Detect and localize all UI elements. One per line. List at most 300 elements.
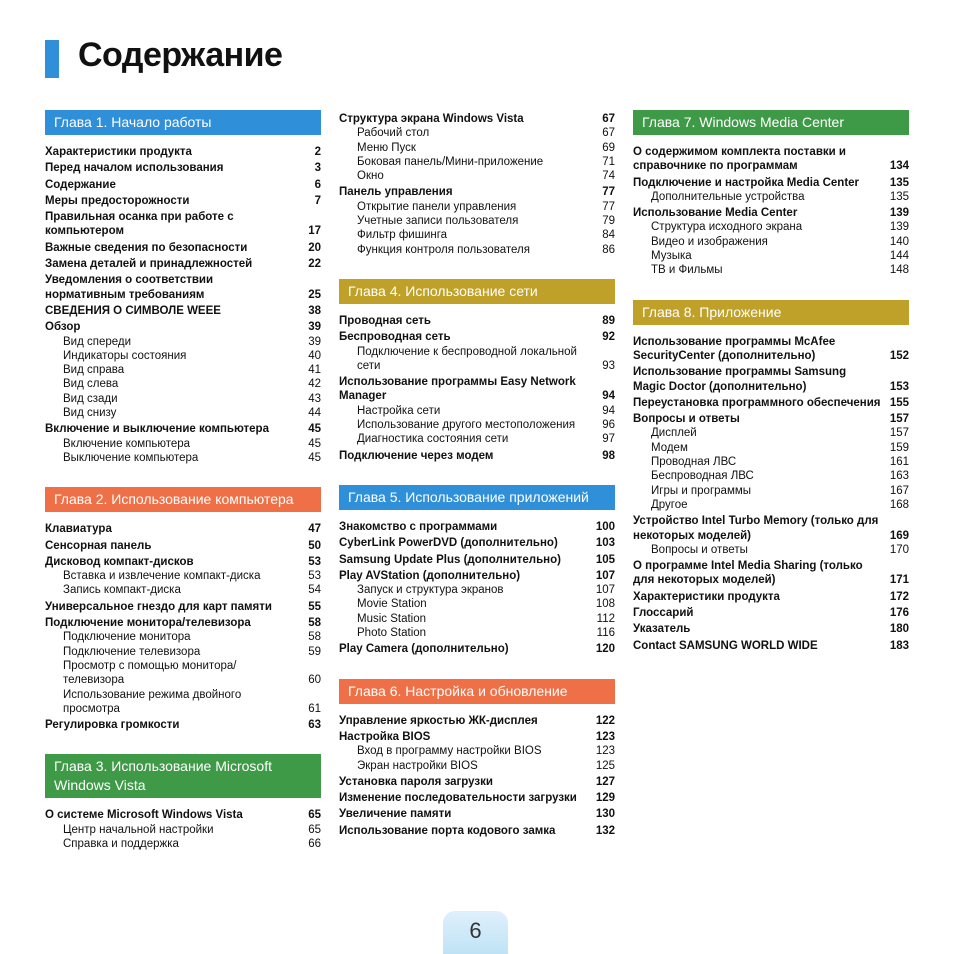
toc-subentry[interactable] [45, 363, 321, 377]
entry-page: 20 [308, 241, 321, 254]
entry-page: 144 [889, 250, 909, 263]
entry-page: 170 [889, 543, 909, 556]
entry-page: 93 [602, 359, 615, 372]
entry-title: Samsung Update Plus (дополнительно) [339, 553, 561, 566]
entry-page: 69 [602, 141, 615, 154]
toc-entry[interactable] [633, 206, 909, 220]
entry-page: 77 [602, 200, 615, 213]
toc-entry[interactable] [339, 375, 615, 404]
entry-title: Меню Пуск [357, 141, 416, 154]
entry-page: 39 [308, 335, 321, 348]
entry-page: 100 [595, 520, 615, 533]
toc-subentry[interactable] [339, 432, 615, 446]
entry-title: О содержимом комплекта поставки и справочнике по программам [633, 146, 846, 173]
entry-page: 116 [596, 627, 615, 640]
toc-entry[interactable] [633, 396, 909, 410]
toc-subentry[interactable] [633, 263, 909, 277]
entry-page: 89 [602, 314, 615, 327]
entry-title: Настройка BIOS [339, 730, 431, 743]
entry-page: 41 [308, 364, 321, 377]
entry-title: Проводная ЛВС [651, 456, 737, 469]
toc-section [339, 112, 615, 257]
entry-title: Подключение телевизора [63, 645, 201, 658]
entry-page: 2 [314, 146, 321, 158]
entry-page: 45 [308, 423, 321, 436]
entry-page: 25 [308, 288, 321, 301]
toc-section [633, 110, 909, 278]
entry-page: 42 [308, 378, 321, 391]
toc-subentry[interactable] [339, 228, 615, 242]
toc-subentry[interactable] [339, 169, 615, 183]
toc-entry[interactable] [339, 807, 615, 821]
entry-title: Регулировка громкости [45, 719, 180, 732]
chapter-header[interactable]: Глава 4. Использование сети [339, 279, 615, 304]
entry-page: 79 [602, 215, 615, 228]
toc-entry[interactable] [45, 422, 321, 436]
toc-entry[interactable] [633, 365, 909, 394]
entry-title: Окно [357, 170, 384, 183]
toc-subentry[interactable] [339, 155, 615, 169]
entry-title: Использование другого местоположения [357, 419, 576, 432]
entry-title: CyberLink PowerDVD (дополнительно) [339, 537, 558, 550]
entry-page: 123 [595, 730, 615, 743]
entry-title: Вход в программу настройки BIOS [357, 745, 542, 758]
entry-title: Устройство Intel Turbo Memory (только для некоторых моделей) [633, 515, 879, 542]
entry-page: 58 [308, 631, 321, 644]
entry-title: Характеристики продукта [45, 146, 192, 158]
toc-entry[interactable] [45, 257, 321, 271]
entry-title: Перед началом использования [45, 162, 224, 175]
entry-title: Беспроводная сеть [339, 331, 451, 344]
entry-title: Дополнительные устройства [651, 190, 805, 203]
entry-page: 60 [308, 674, 321, 687]
entry-title: Подключение к беспроводной локальной сети [357, 345, 577, 372]
toc-entry[interactable] [339, 730, 615, 744]
chapter-header[interactable]: Глава 3. Использование Microsoft Windows Vista [45, 754, 321, 798]
entry-page: 139 [889, 221, 909, 234]
entry-page: 103 [595, 537, 615, 550]
entry-title: Дисковод компакт-дисков [45, 555, 194, 568]
toc-subentry[interactable] [339, 214, 615, 228]
entry-page: 130 [595, 808, 615, 821]
entry-title: Меры предосторожности [45, 194, 190, 207]
toc-entry[interactable] [633, 514, 909, 543]
entry-title: Учетные записи пользователя [357, 215, 519, 228]
entry-title: Игры и программы [651, 484, 752, 497]
entry-page: 155 [889, 396, 909, 409]
toc-entry[interactable] [45, 320, 321, 334]
entry-title: Подключение через модем [339, 449, 494, 462]
toc-subentry[interactable] [339, 597, 615, 611]
entry-page: 157 [889, 413, 909, 426]
toc-subentry[interactable] [45, 645, 321, 659]
entry-page: 163 [889, 470, 909, 483]
entry-page: 96 [602, 419, 615, 432]
toc-entry[interactable] [45, 616, 321, 630]
toc-section [45, 487, 321, 732]
toc-subentry[interactable] [339, 126, 615, 140]
toc-entry[interactable] [633, 606, 909, 620]
toc-subentry[interactable] [45, 451, 321, 465]
entry-page: 134 [889, 160, 909, 173]
entry-page: 47 [308, 523, 321, 536]
entry-page: 135 [889, 190, 909, 203]
toc-section [339, 679, 615, 838]
toc-subentry[interactable] [633, 426, 909, 440]
entry-page: 167 [889, 484, 909, 497]
toc-entry[interactable] [339, 791, 615, 805]
toc-subentry[interactable] [45, 335, 321, 349]
entry-title: Вопросы и ответы [651, 543, 748, 556]
entry-title: Управление яркостью ЖК-дисплея [339, 714, 538, 727]
entry-page: 67 [602, 113, 615, 125]
entry-page: 7 [314, 194, 321, 207]
entry-page: 105 [595, 553, 615, 566]
toc-subentry[interactable] [633, 455, 909, 469]
toc-entry[interactable] [339, 775, 615, 789]
entry-page: 86 [602, 243, 615, 256]
entry-title: Вид слева [63, 378, 119, 391]
entry-title: Индикаторы состояния [63, 349, 187, 362]
entry-page: 120 [595, 643, 615, 656]
toc-subentry[interactable] [45, 659, 321, 688]
entry-title: Запуск и структура экранов [357, 584, 504, 597]
entry-title: Music Station [357, 612, 427, 625]
entry-title: Видео и изображения [651, 235, 768, 248]
entry-page: 53 [308, 555, 321, 568]
entry-page: 39 [308, 321, 321, 334]
page-title: Содержание [78, 36, 283, 74]
entry-page: 65 [308, 809, 321, 822]
entry-title: Использование Media Center [633, 207, 798, 220]
toc-entry[interactable] [633, 590, 909, 604]
toc-subentry[interactable] [633, 469, 909, 483]
entry-title: ТВ и Фильмы [651, 264, 723, 277]
entry-page: 50 [308, 539, 321, 552]
title-accent-bar [45, 40, 59, 78]
entry-title: Выключение компьютера [63, 451, 199, 464]
entry-title: Обзор [45, 321, 81, 334]
entry-page: 107 [595, 569, 615, 582]
entry-page: 94 [602, 404, 615, 417]
entry-page: 183 [889, 639, 909, 652]
chapter-header[interactable]: Глава 7. Windows Media Center [633, 110, 909, 135]
entry-title: Фильтр фишинга [357, 229, 448, 242]
entry-title: Вид снизу [63, 407, 117, 420]
entry-page: 63 [308, 719, 321, 732]
entry-page: 153 [889, 380, 909, 393]
entry-title: Глоссарий [633, 607, 694, 620]
toc-entry[interactable] [45, 808, 321, 822]
entry-title: Настройка сети [357, 404, 441, 417]
toc-entry[interactable] [633, 639, 909, 653]
entry-title: Вопросы и ответы [633, 413, 740, 426]
entry-title: Запись компакт-диска [63, 584, 181, 597]
toc-subentry[interactable] [633, 498, 909, 512]
entry-title: Знакомство с программами [339, 520, 498, 533]
entry-page: 180 [889, 623, 909, 636]
entry-page: 135 [889, 176, 909, 189]
toc-column-3 [633, 110, 909, 675]
entry-title: Play AVStation (дополнительно) [339, 569, 521, 582]
toc-subentry[interactable] [45, 377, 321, 391]
toc-entry[interactable] [633, 622, 909, 636]
entry-page: 169 [889, 529, 909, 542]
toc-entry[interactable] [633, 335, 909, 364]
toc-column-1 [45, 110, 321, 873]
toc-subentry[interactable] [339, 759, 615, 773]
toc-subentry[interactable] [45, 392, 321, 406]
chapter-header[interactable]: Глава 6. Настройка и обновление [339, 679, 615, 704]
entry-page: 6 [314, 178, 321, 191]
entry-page: 107 [595, 584, 615, 597]
entry-page: 140 [889, 235, 909, 248]
toc-subentry[interactable] [45, 688, 321, 717]
entry-title: Боковая панель/Мини-приложение [357, 155, 544, 168]
toc-entry[interactable] [45, 600, 321, 614]
entry-title: Универсальное гнездо для карт памяти [45, 600, 272, 613]
chapter-header[interactable]: Глава 5. Использование приложений [339, 485, 615, 510]
toc-entry[interactable] [45, 539, 321, 553]
toc-entry[interactable] [339, 330, 615, 344]
entry-page: 71 [602, 155, 615, 168]
toc-subentry[interactable] [339, 744, 615, 758]
toc-entry[interactable] [339, 112, 615, 126]
entry-title: Использование программы Easy Network Manager [339, 376, 576, 403]
entry-page: 17 [308, 225, 321, 238]
toc-entry[interactable] [339, 714, 615, 728]
toc-section [45, 754, 321, 851]
entry-title: Увеличение памяти [339, 808, 452, 821]
entry-page: 108 [595, 598, 615, 611]
toc-entry[interactable] [633, 176, 909, 190]
entry-title: Использование программы Samsung Magic Doctor (дополнительно) [633, 366, 847, 393]
entry-page: 54 [308, 584, 321, 597]
toc-entry[interactable] [633, 145, 909, 174]
entry-page: 176 [889, 607, 909, 620]
entry-page: 148 [889, 264, 909, 277]
toc-subentry[interactable] [45, 406, 321, 420]
entry-title: Просмотр с помощью монитора/ телевизора [63, 659, 237, 687]
toc-subentry[interactable] [633, 441, 909, 455]
entry-title: Структура экрана Windows Vista [339, 113, 524, 125]
entry-title: Открытие панели управления [357, 200, 517, 213]
page-number: 6 [443, 911, 508, 954]
toc-subentry[interactable] [45, 583, 321, 597]
chapter-header[interactable]: Глава 8. Приложение [633, 300, 909, 325]
entry-page: 22 [308, 258, 321, 271]
entry-page: 67 [602, 127, 615, 140]
entry-title: Вид справа [63, 364, 125, 377]
toc-subentry[interactable] [339, 612, 615, 626]
entry-title: Подключение монитора [63, 631, 191, 644]
entry-page: 98 [602, 449, 615, 462]
entry-title: Указатель [633, 623, 691, 636]
toc-entry[interactable] [339, 536, 615, 550]
entry-title: Использование порта кодового замка [339, 824, 556, 837]
toc-subentry[interactable] [45, 837, 321, 851]
toc-entry[interactable] [45, 145, 321, 159]
entry-title: Рабочий стол [357, 127, 430, 140]
entry-title: Использование программы McAfee SecurityCenter (дополнительно) [633, 335, 836, 362]
entry-page: 112 [596, 612, 615, 625]
toc-entry[interactable] [633, 559, 909, 588]
toc-entry[interactable] [339, 520, 615, 534]
toc-entry[interactable] [339, 449, 615, 463]
toc-section [339, 485, 615, 657]
entry-title: Вид сзади [63, 392, 118, 405]
entry-title: Важные сведения по безопасности [45, 241, 248, 254]
entry-title: Диагностика состояния сети [357, 433, 509, 446]
entry-title: СВЕДЕНИЯ О СИМВОЛЕ WEEE [45, 304, 221, 317]
toc-entry[interactable] [45, 194, 321, 208]
entry-title: Центр начальной настройки [63, 823, 214, 836]
entry-page: 38 [308, 304, 321, 317]
entry-page: 152 [889, 349, 909, 362]
toc-subentry[interactable] [339, 345, 615, 374]
entry-page: 123 [595, 745, 615, 758]
toc-subentry[interactable] [339, 418, 615, 432]
toc-subentry[interactable] [45, 630, 321, 644]
toc-subentry[interactable] [633, 543, 909, 557]
toc-subentry[interactable] [45, 437, 321, 451]
entry-title: Уведомления о соответствии нормативным требованиям [45, 274, 214, 301]
entry-page: 168 [889, 498, 909, 511]
entry-title: О программе Intel Media Sharing (только для некоторых моделей) [633, 560, 863, 587]
entry-title: Вставка и извлечение компакт-диска [63, 570, 261, 583]
entry-title: Установка пароля загрузки [339, 775, 493, 788]
entry-title: Переустановка программного обеспечения [633, 396, 881, 409]
toc-subentry[interactable] [45, 823, 321, 837]
entry-title: Беспроводная ЛВС [651, 470, 754, 483]
toc-entry[interactable] [45, 522, 321, 536]
toc-subentry[interactable] [45, 349, 321, 363]
entry-title: Другое [651, 498, 688, 511]
entry-title: Содержание [45, 178, 116, 191]
entry-title: Подключение и настройка Media Center [633, 176, 860, 189]
entry-page: 43 [308, 392, 321, 405]
entry-page: 3 [314, 162, 321, 175]
toc-subentry[interactable] [339, 583, 615, 597]
toc-entry[interactable] [45, 718, 321, 732]
entry-title: Movie Station [357, 598, 427, 611]
entry-title: Включение и выключение компьютера [45, 423, 269, 436]
chapter-header[interactable]: Глава 1. Начало работы [45, 110, 321, 135]
entry-title: Структура исходного экрана [651, 221, 803, 234]
toc-column-2 [339, 110, 615, 860]
entry-title: Дисплей [651, 427, 697, 440]
toc-entry[interactable] [339, 553, 615, 567]
entry-title: Справка и поддержка [63, 837, 179, 850]
entry-title: Панель управления [339, 186, 453, 199]
toc-subentry[interactable] [633, 249, 909, 263]
entry-title: Contact SAMSUNG WORLD WIDE [633, 639, 818, 652]
entry-title: Музыка [651, 250, 692, 263]
toc-entry[interactable] [45, 555, 321, 569]
entry-page: 40 [308, 349, 321, 362]
toc-entry[interactable] [45, 304, 321, 318]
toc-subentry[interactable] [339, 141, 615, 155]
entry-title: Модем [651, 441, 688, 454]
entry-page: 74 [602, 170, 615, 183]
entry-title: Сенсорная панель [45, 539, 152, 552]
entry-page: 59 [308, 645, 321, 658]
toc-subentry[interactable] [633, 235, 909, 249]
entry-title: О системе Microsoft Windows Vista [45, 809, 243, 822]
entry-page: 125 [595, 759, 615, 772]
toc-entry[interactable] [45, 178, 321, 192]
toc-entry[interactable] [45, 161, 321, 175]
toc-subentry[interactable] [633, 190, 909, 204]
entry-title: Правильная осанка при работе с компьютером [45, 211, 234, 238]
toc-subentry[interactable] [45, 569, 321, 583]
entry-page: 53 [308, 570, 321, 583]
toc-entry[interactable] [339, 642, 615, 656]
toc-section [339, 279, 615, 463]
entry-page: 94 [602, 390, 615, 403]
toc-entry[interactable] [339, 314, 615, 328]
toc-entry[interactable] [339, 824, 615, 838]
toc-entry[interactable] [45, 210, 321, 239]
entry-page: 84 [602, 229, 615, 242]
entry-page: 159 [889, 441, 909, 454]
entry-page: 97 [602, 433, 615, 446]
entry-title: Подключение монитора/телевизора [45, 617, 251, 630]
entry-page: 92 [602, 331, 615, 344]
toc-subentry[interactable] [339, 404, 615, 418]
entry-page: 44 [308, 407, 321, 420]
toc-subentry[interactable] [339, 200, 615, 214]
toc-entry[interactable] [339, 569, 615, 583]
toc-entry[interactable] [45, 273, 321, 302]
entry-page: 77 [602, 186, 615, 199]
entry-page: 61 [308, 702, 321, 715]
toc-entry[interactable] [45, 241, 321, 255]
toc-section [45, 110, 321, 465]
entry-page: 65 [308, 823, 321, 836]
toc-subentry[interactable] [633, 220, 909, 234]
entry-title: Использование режима двойного просмотра [63, 688, 242, 715]
entry-page: 66 [308, 837, 321, 850]
entry-page: 161 [889, 456, 909, 469]
entry-page: 157 [889, 427, 909, 440]
entry-title: Проводная сеть [339, 314, 431, 327]
entry-title: Photo Station [357, 627, 427, 640]
entry-page: 129 [595, 792, 615, 805]
entry-page: 55 [308, 600, 321, 613]
entry-title: Включение компьютера [63, 437, 191, 450]
entry-title: Изменение последовательности загрузки [339, 792, 577, 805]
toc-section [633, 300, 909, 653]
entry-page: 127 [595, 775, 615, 788]
entry-page: 132 [595, 824, 615, 837]
toc-entry[interactable] [633, 412, 909, 426]
entry-page: 45 [308, 437, 321, 450]
chapter-header[interactable]: Глава 2. Использование компьютера [45, 487, 321, 512]
entry-page: 58 [308, 617, 321, 630]
entry-page: 45 [308, 451, 321, 464]
entry-title: Характеристики продукта [633, 590, 780, 603]
entry-title: Play Camera (дополнительно) [339, 643, 509, 656]
entry-title: Клавиатура [45, 523, 112, 536]
toc-subentry[interactable] [339, 626, 615, 640]
toc-subentry[interactable] [633, 484, 909, 498]
entry-page: 171 [889, 574, 909, 587]
entry-title: Экран настройки BIOS [357, 759, 478, 772]
entry-title: Вид спереди [63, 335, 132, 348]
toc-entry[interactable] [339, 185, 615, 199]
toc-subentry[interactable] [339, 243, 615, 257]
